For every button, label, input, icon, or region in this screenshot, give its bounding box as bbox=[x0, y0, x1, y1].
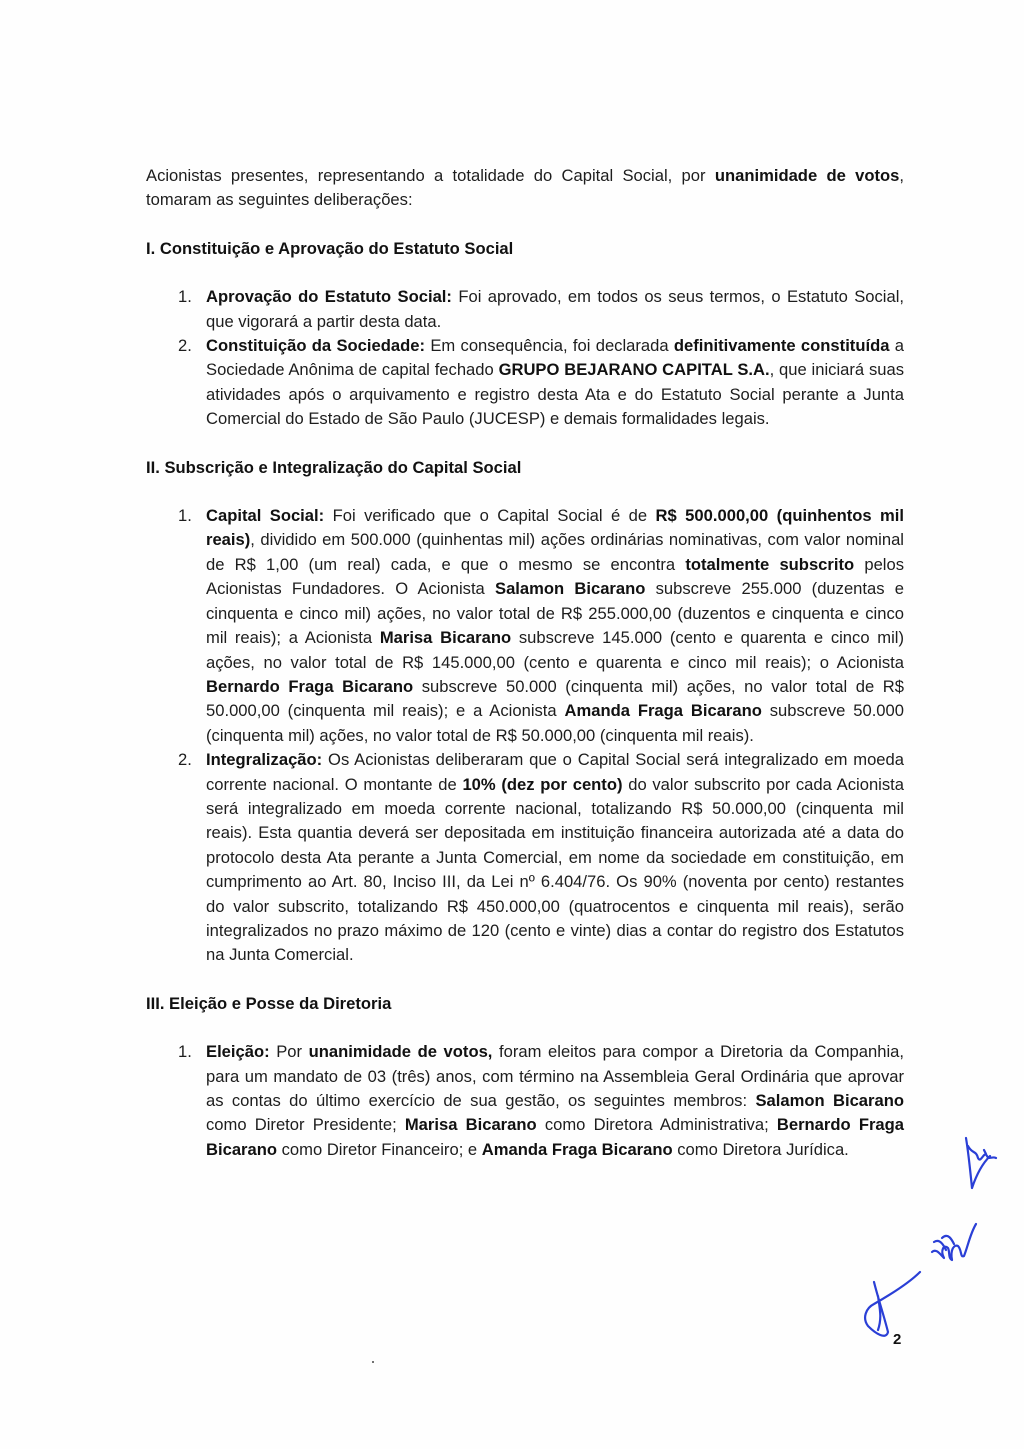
section-heading-3: III. Eleição e Posse da Diretoria bbox=[146, 993, 392, 1013]
item-number: 2. bbox=[178, 750, 192, 770]
item-text: do valor subscrito por cada Acionista será integralizado em moeda corrente nacional, totalizando R$ 50.000,00 (cinquenta mil reais). Esta quantia deverá ser depositada em instituição financeira autorizada até a data do protocolo desta Ata perante a Junta Comercial, em nome da sociedade em constituição, em cumprimento ao Art. 80, Inciso III, da Lei nº 6.404/76. Os 90% (noventa por cento) restantes do valor subscrito, totalizando R$ 450.000,00 (quatrocentos e cinquenta mil reais), serão integralizados no prazo máximo de 120 (cento e vinte) dias a contar do registro dos Estatutos na Junta Comercial. bbox=[206, 774, 904, 965]
item-text: subscreve 255.000 (duzentas e cinquenta e cinco mil) ações, no valor total de R$ 255.000,00 (duzentos e cinquenta e cinco mil reais); a Acionista bbox=[206, 579, 904, 648]
item-text: como Diretora Administrativa; bbox=[536, 1115, 777, 1135]
capital-amount: R$ 500.000,00 (quinhentos mil reais) bbox=[206, 506, 905, 550]
item-text: pelos Acionistas Fundadores. O Acionista bbox=[206, 554, 905, 599]
shareholder-name: Salamon Bicarano bbox=[495, 579, 646, 599]
item-number: 1. bbox=[178, 506, 192, 526]
section-3-list bbox=[146, 1040, 904, 1162]
intro-text-end: , tomaram as seguintes deliberações: bbox=[146, 166, 904, 210]
handwritten-initials bbox=[840, 1120, 1020, 1380]
item-bold: 10% (dez por cento) bbox=[462, 774, 623, 794]
list-item bbox=[146, 748, 904, 968]
item-label: Constituição da Sociedade: bbox=[206, 336, 426, 356]
item-text: a Sociedade Anônima de capital fechado bbox=[206, 336, 904, 380]
item-text: como Diretor Presidente; bbox=[206, 1115, 405, 1135]
intro-text: Acionistas presentes, representando a totalidade do Capital Social, por bbox=[146, 166, 715, 185]
item-label: Capital Social: bbox=[206, 506, 325, 526]
item-bold: definitivamente constituída bbox=[673, 336, 890, 356]
initials-2-icon bbox=[932, 1224, 976, 1260]
document-body bbox=[146, 164, 904, 1186]
item-text: Os Acionistas deliberaram que o Capital Social será integralizado em moeda corrente nacional. O montante de bbox=[206, 750, 904, 794]
item-text: Por bbox=[269, 1042, 309, 1062]
item-label: Eleição: bbox=[206, 1042, 270, 1062]
list-item bbox=[146, 334, 904, 432]
item-label: Aprovação do Estatuto Social: bbox=[206, 287, 452, 307]
item-text: Foi verificado que o Capital Social é de bbox=[324, 506, 656, 526]
item-text: foram eleitos para compor a Diretoria da Companhia, para um mandato de 03 (três) anos, com término na Assembleia Geral Ordinária que aprovar as contas do último exercício de sua gestão, os seguintes membros: bbox=[206, 1042, 904, 1110]
item-bold: totalmente subscrito bbox=[685, 554, 855, 574]
list-item bbox=[146, 285, 904, 334]
item-text: Em consequência, foi declarada bbox=[425, 336, 674, 356]
director-name: Amanda Fraga Bicarano bbox=[481, 1139, 673, 1159]
intro-paragraph bbox=[146, 164, 904, 213]
item-text: , que iniciará suas atividades após o arquivamento e registro desta Ata e do Estatuto Social perante a Junta Comercial do Estado de São Paulo (JUCESP) e demais formalidades legais. bbox=[206, 360, 904, 429]
item-label: Integralização: bbox=[206, 750, 323, 770]
item-text: como Diretor Financeiro; e bbox=[277, 1139, 482, 1159]
section-2-list bbox=[146, 504, 904, 968]
section-heading-2: II. Subscrição e Integralização do Capital Social bbox=[146, 457, 522, 477]
section-1-list bbox=[146, 285, 904, 431]
page-number: 2 bbox=[893, 1331, 902, 1348]
shareholder-name: Marisa Bicarano bbox=[379, 628, 512, 648]
initials-1-icon bbox=[966, 1138, 996, 1188]
shareholder-name: Amanda Fraga Bicarano bbox=[564, 701, 762, 721]
director-name: Bernardo Fraga Bicarano bbox=[206, 1115, 905, 1159]
item-text: , dividido em 500.000 (quinhentas mil) ações ordinárias nominativas, com valor nominal de R$ 1,00 (um real) cada, e que o mesmo se encontra bbox=[206, 530, 904, 574]
item-text: subscreve 50.000 (cinquenta mil) ações, no valor total de R$ 50.000,00 (cinquenta mil reais). bbox=[206, 701, 904, 745]
director-name: Salamon Bicarano bbox=[755, 1091, 904, 1110]
initials-3-icon bbox=[865, 1272, 920, 1336]
director-name: Marisa Bicarano bbox=[404, 1115, 537, 1135]
item-number: 2. bbox=[178, 336, 192, 356]
section-heading-1: I. Constituição e Aprovação do Estatuto Social bbox=[146, 238, 514, 258]
item-text: como Diretora Jurídica. bbox=[672, 1139, 849, 1159]
item-text: subscreve 50.000 (cinquenta mil) ações, no valor total de R$ 50.000,00 (cinquenta mil reais); e a Acionista bbox=[206, 676, 905, 721]
item-number: 1. bbox=[178, 287, 192, 307]
scan-speck bbox=[372, 1361, 374, 1363]
item-text: Foi aprovado, em todos os seus termos, o Estatuto Social, que vigorará a partir desta data. bbox=[206, 287, 905, 331]
intro-bold: unanimidade de votos bbox=[714, 166, 900, 185]
item-number: 1. bbox=[178, 1042, 192, 1062]
company-name: GRUPO BEJARANO CAPITAL S.A. bbox=[498, 360, 770, 380]
list-item bbox=[146, 1040, 904, 1162]
item-text: subscreve 145.000 (cento e quarenta e cinco mil) ações, no valor total de R$ 145.000,00 (cento e quarenta e cinco mil reais); o Acionista bbox=[206, 628, 904, 672]
list-item bbox=[146, 504, 904, 748]
item-bold: unanimidade de votos, bbox=[308, 1042, 493, 1062]
shareholder-name: Bernardo Fraga Bicarano bbox=[206, 676, 414, 696]
